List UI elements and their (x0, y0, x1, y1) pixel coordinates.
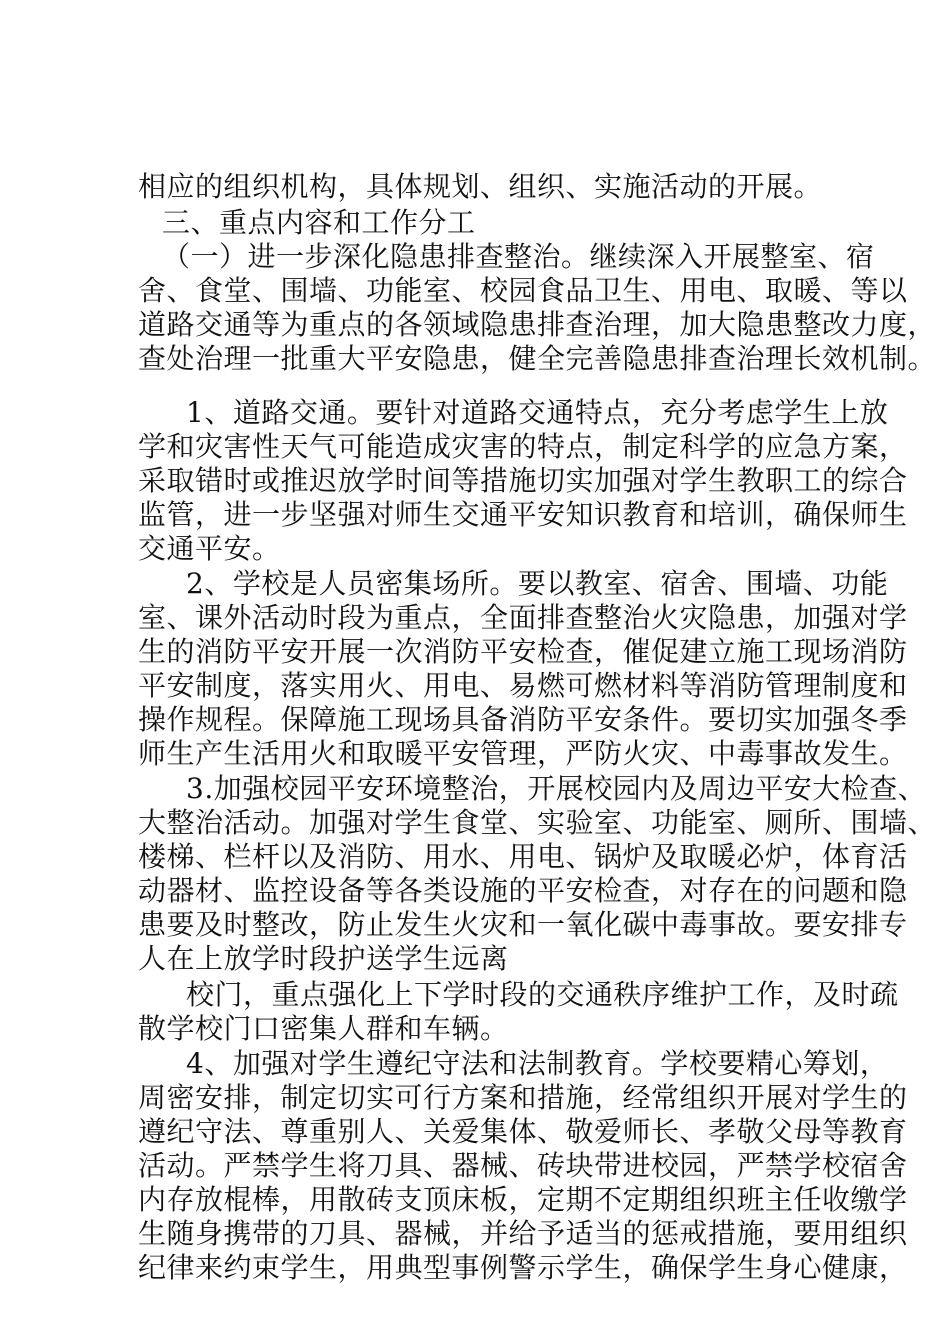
text-line: 室、课外活动时段为重点，全面排查整治火灾隐患，加强对学 (138, 601, 908, 634)
text-line: 交通平安。 (138, 532, 281, 565)
text-line: 道路交通等为重点的各领域隐患排查治理，加大隐患整改力度， (138, 308, 937, 341)
text-line: 内存放棍棒，用散砖支顶床板，定期不定期组织班主任收缴学 (138, 1183, 908, 1216)
text-line: 2、学校是人员密集场所。要以教室、宿舍、围墙、功能 (186, 567, 889, 600)
text-line: 师生产生活用火和取暖平安管理，严防火灾、中毒事故发生。 (138, 737, 908, 770)
text-line: 平安制度，落实用火、用电、易燃可燃材料等消防管理制度和 (138, 669, 908, 702)
text-line: 校门，重点强化上下学时段的交通秩序维护工作，及时疏 (186, 978, 899, 1011)
text-line: 生随身携带的刀具、器械，并给予适当的惩戒措施，要用组织 (138, 1217, 908, 1250)
text-line: 人在上放学时段护送学生远离 (138, 942, 509, 975)
text-line: 监管，进一步坚强对师生交通平安知识教育和培训，确保师生 (138, 498, 908, 531)
text-line: （一）进一步深化隐患排查整治。继续深入开展整室、宿 (162, 240, 875, 273)
text-line: 遵纪守法、尊重别人、关爱集体、敬爱师长、孝敬父母等教育 (138, 1115, 908, 1148)
text-line: 大整治活动。加强对学生食堂、实验室、功能室、厕所、围墙、 (138, 806, 937, 839)
text-line: 生的消防平安开展一次消防平安检查，催促建立施工现场消防 (138, 635, 908, 668)
text-line: 纪律来约束学生，用典型事例警示学生，确保学生身心健康， (138, 1251, 908, 1284)
text-line: 周密安排，制定切实可行方案和措施，经常组织开展对学生的 (138, 1081, 908, 1114)
text-line: 相应的组织机构，具体规划、组织、实施活动的开展。 (138, 170, 823, 203)
text-line: 散学校门口密集人群和车辆。 (138, 1012, 509, 1045)
text-line: 动器材、监控设备等各类设施的平安检查，对存在的问题和隐 (138, 874, 908, 907)
text-line: 操作规程。保障施工现场具备消防平安条件。要切实加强冬季 (138, 703, 908, 736)
text-line: 采取错时或推迟放学时间等措施切实加强对学生教职工的综合 (138, 464, 908, 497)
text-line: 活动。严禁学生将刀具、器械、砖块带进校园，严禁学校宿舍 (138, 1149, 908, 1182)
section-heading: 三、重点内容和工作分工 (162, 206, 476, 239)
text-line: 1、道路交通。要针对道路交通特点，充分考虑学生上放 (186, 396, 889, 429)
text-line: 查处治理一批重大平安隐患，健全完善隐患排查治理长效机制。 (138, 342, 937, 375)
text-line: 舍、食堂、围墙、功能室、校园食品卫生、用电、取暖、等以 (138, 274, 908, 307)
text-line: 3.加强校园平安环境整治，开展校园内及周边平安大检查、 (186, 772, 927, 805)
text-line: 患要及时整改，防止发生火灾和一氧化碳中毒事故。要安排专 (138, 908, 908, 941)
text-line: 学和灾害性天气可能造成灾害的特点，制定科学的应急方案， (138, 430, 908, 463)
text-line: 4、加强对学生遵纪守法和法制教育。学校要精心筹划， (186, 1047, 889, 1080)
text-line: 楼梯、栏杆以及消防、用水、用电、锅炉及取暖必炉，体育活 (138, 840, 908, 873)
